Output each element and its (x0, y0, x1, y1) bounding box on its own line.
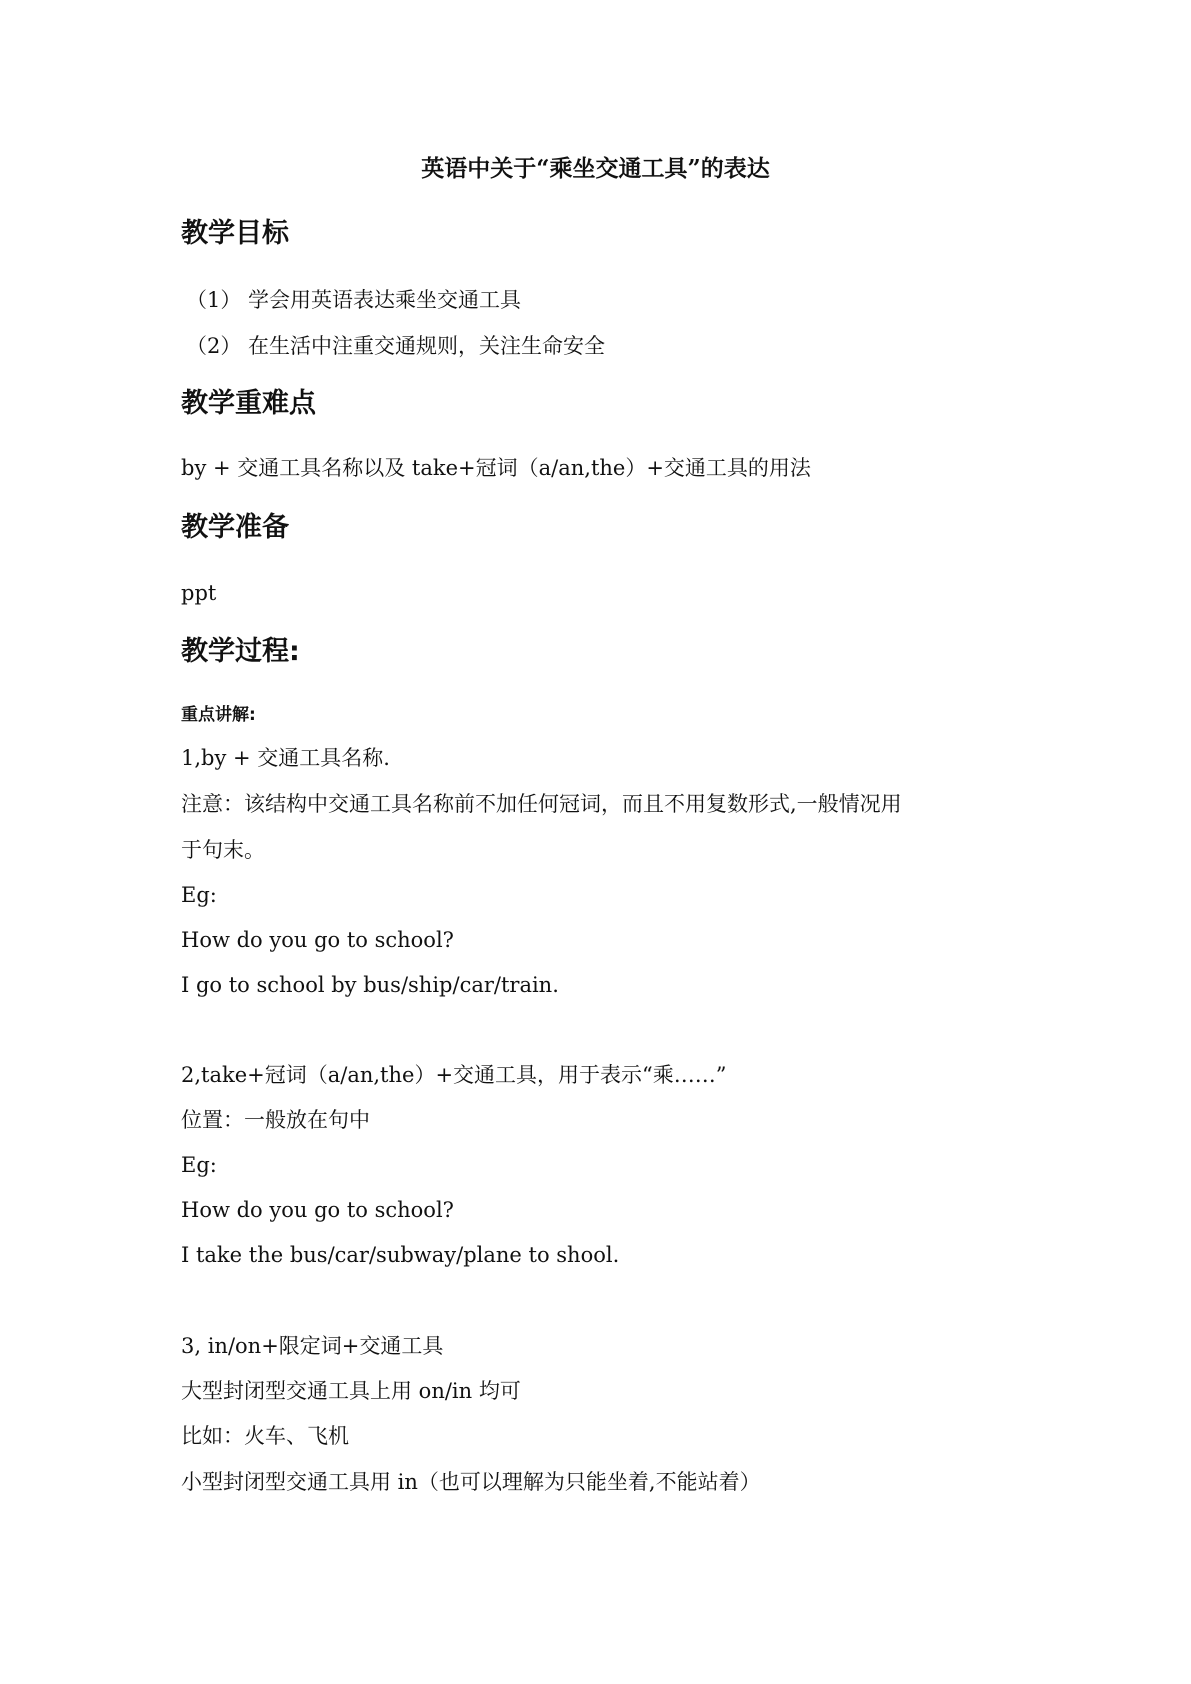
process-line: 小型封闭型交通工具用 in（也可以理解为只能坐着,不能站着） (181, 1470, 761, 1494)
process-line: 大型封闭型交通工具上用 on/in 均可 (181, 1379, 521, 1403)
objective-item-1: （1） 学会用英语表达乘坐交通工具 (186, 288, 522, 312)
subheading-key-explanation: 重点讲解: (181, 705, 256, 725)
process-line: 位置：一般放在句中 (181, 1108, 370, 1132)
preparation-text: ppt (181, 581, 217, 605)
heading-key-points: 教学重难点 (181, 388, 316, 419)
process-line: I take the bus/car/subway/plane to shool. (181, 1243, 620, 1267)
process-line: I go to school by bus/ship/car/train. (181, 973, 559, 997)
process-line: 3, in/on+限定词+交通工具 (181, 1334, 444, 1358)
process-line: 1,by + 交通工具名称. (181, 746, 390, 770)
process-line: 注意：该结构中交通工具名称前不加任何冠词，而且不用复数形式,一般情况用 (181, 792, 902, 816)
process-line: 比如：火车、飞机 (181, 1424, 349, 1448)
process-line: Eg: (181, 1153, 217, 1177)
objective-item-2: （2） 在生活中注重交通规则，关注生命安全 (186, 334, 606, 358)
process-line: 2,take+冠词（a/an,the）+交通工具，用于表示“乘……” (181, 1063, 727, 1087)
process-line: Eg: (181, 883, 217, 907)
process-line: How do you go to school? (181, 928, 454, 952)
process-line: 于句末。 (181, 838, 265, 862)
key-points-text: by + 交通工具名称以及 take+冠词（a/an,the）+交通工具的用法 (181, 456, 811, 480)
process-line: How do you go to school? (181, 1198, 454, 1222)
heading-preparation: 教学准备 (181, 512, 289, 543)
heading-objectives: 教学目标 (181, 218, 289, 249)
heading-process: 教学过程: (181, 636, 300, 667)
document-title: 英语中关于“乘坐交通工具”的表达 (421, 155, 770, 182)
